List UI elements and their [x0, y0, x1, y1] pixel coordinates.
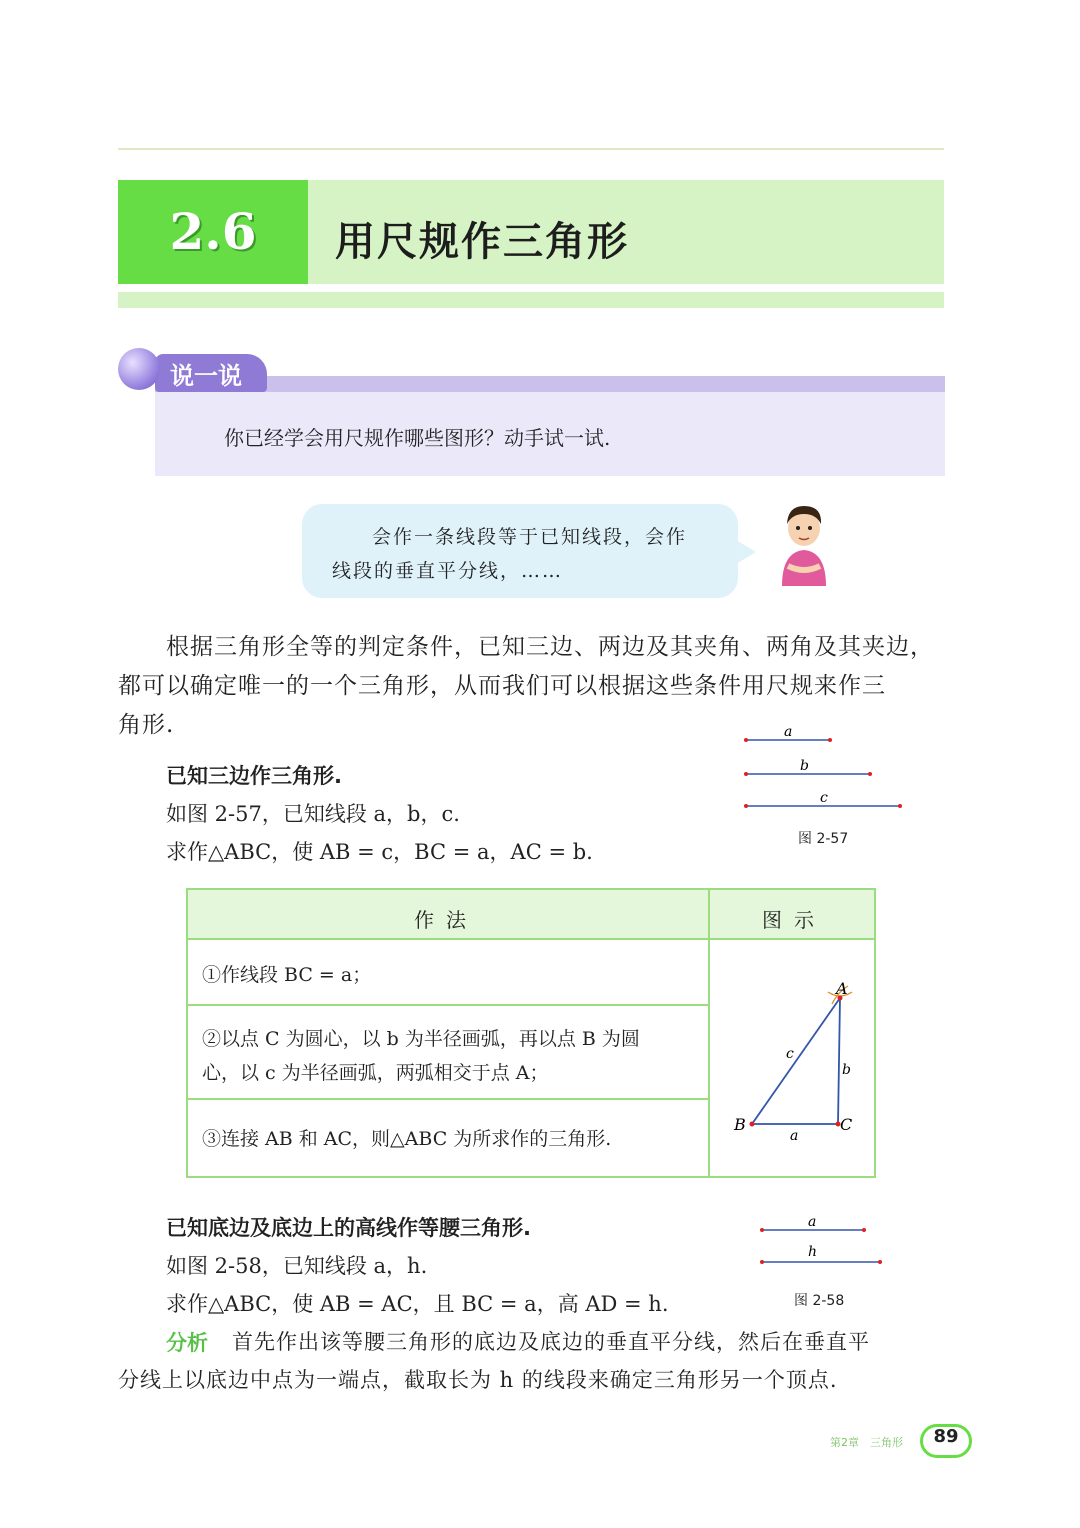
label-b: b — [842, 1062, 851, 1078]
speech-bubble-tail — [736, 540, 756, 564]
intro-line-3: 角形. — [118, 712, 175, 738]
step-2-line-2: 心，以 c 为半径画弧，两弧相交于点 A； — [202, 1062, 549, 1084]
problem1-task: 求作△ABC，使 AB = c，BC = a，AC = b. — [166, 840, 593, 864]
table-row-divider-1 — [188, 1004, 708, 1006]
figure-2-58 — [754, 1212, 894, 1272]
label-B: B — [734, 1115, 746, 1134]
segment-a-start — [744, 738, 748, 742]
section-title: 用尺规作三角形 — [335, 219, 629, 265]
analysis-line-1: 首先作出该等腰三角形的底边及底边的垂直平分线，然后在垂直平 — [232, 1330, 870, 1354]
problem2-given: 如图 2-58，已知线段 a，h. — [166, 1254, 428, 1278]
say-section-prompt: 你已经学会用尺规作哪些图形？动手试一试. — [224, 426, 611, 450]
label-A: A — [836, 979, 848, 998]
step-3: ③连接 AB 和 AC，则△ABC 为所求作的三角形. — [202, 1128, 612, 1150]
segment-a-end — [828, 738, 832, 742]
table-header-divider — [188, 938, 874, 940]
table-row-divider-2 — [188, 1098, 708, 1100]
segment-h-end — [878, 1260, 882, 1264]
problem1-given: 如图 2-57，已知线段 a，b，c. — [166, 802, 460, 826]
top-rule — [118, 148, 944, 150]
say-section-bar — [155, 376, 945, 392]
page-number: 89 — [933, 1426, 959, 1447]
speech-bubble-line-2: 线段的垂直平分线，…… — [332, 560, 564, 582]
segment-a-end — [862, 1228, 866, 1232]
figure-2-57-caption: 图 2-57 — [798, 831, 849, 847]
step-1: ①作线段 BC = a； — [202, 964, 372, 986]
analysis-label: 分析 — [166, 1331, 208, 1355]
label-a: a — [790, 1128, 799, 1144]
label-a: a — [784, 724, 793, 740]
intro-line-2: 都可以确定唯一的一个三角形，从而我们可以根据这些条件用尺规来作三 — [118, 673, 886, 699]
label-h: h — [808, 1244, 818, 1260]
label-a: a — [808, 1214, 817, 1230]
section-number: 2.6 — [169, 202, 257, 261]
segment-h-start — [760, 1260, 764, 1264]
section-underline-bar — [118, 292, 944, 308]
problem1-heading: 已知三边作三角形. — [166, 764, 342, 788]
side-ab — [752, 998, 840, 1124]
footer-chapter: 第2章 三角形 — [830, 1436, 903, 1449]
table-header-method: 作法 — [414, 908, 478, 932]
say-section-label: 说一说 — [170, 362, 242, 390]
speech-bubble-icon — [118, 348, 160, 390]
segment-b-start — [744, 772, 748, 776]
problem2-task: 求作△ABC，使 AB = AC，且 BC = a，高 AD = h. — [166, 1292, 669, 1316]
segment-b-end — [868, 772, 872, 776]
triangle-figure — [724, 970, 864, 1150]
table-column-divider — [708, 890, 710, 1176]
analysis-line-2: 分线上以底边中点为一端点，截取长为 h 的线段来确定三角形另一个顶点. — [118, 1368, 838, 1392]
intro-line-1: 根据三角形全等的判定条件，已知三边、两边及其夹角、两角及其夹边， — [166, 634, 934, 660]
table-header-figure: 图示 — [762, 908, 826, 932]
step-2-line-1: ②以点 C 为圆心，以 b 为半径画弧，再以点 B 为圆 — [202, 1028, 640, 1050]
segment-a-start — [760, 1228, 764, 1232]
figure-2-57 — [738, 722, 908, 818]
speech-bubble-line-1: 会作一条线段等于已知线段，会作 — [372, 526, 688, 548]
problem2-heading: 已知底边及底边上的高线作等腰三角形. — [166, 1216, 531, 1240]
segment-c-start — [744, 804, 748, 808]
label-b: b — [800, 758, 809, 774]
speech-bubble — [302, 504, 738, 598]
label-C: C — [840, 1115, 853, 1134]
vertex-b — [750, 1122, 755, 1127]
figure-2-58-caption: 图 2-58 — [794, 1293, 845, 1309]
side-ac — [838, 998, 840, 1124]
label-c: c — [786, 1046, 794, 1062]
segment-c-end — [898, 804, 902, 808]
label-c: c — [820, 790, 828, 806]
student-illustration — [772, 500, 836, 586]
